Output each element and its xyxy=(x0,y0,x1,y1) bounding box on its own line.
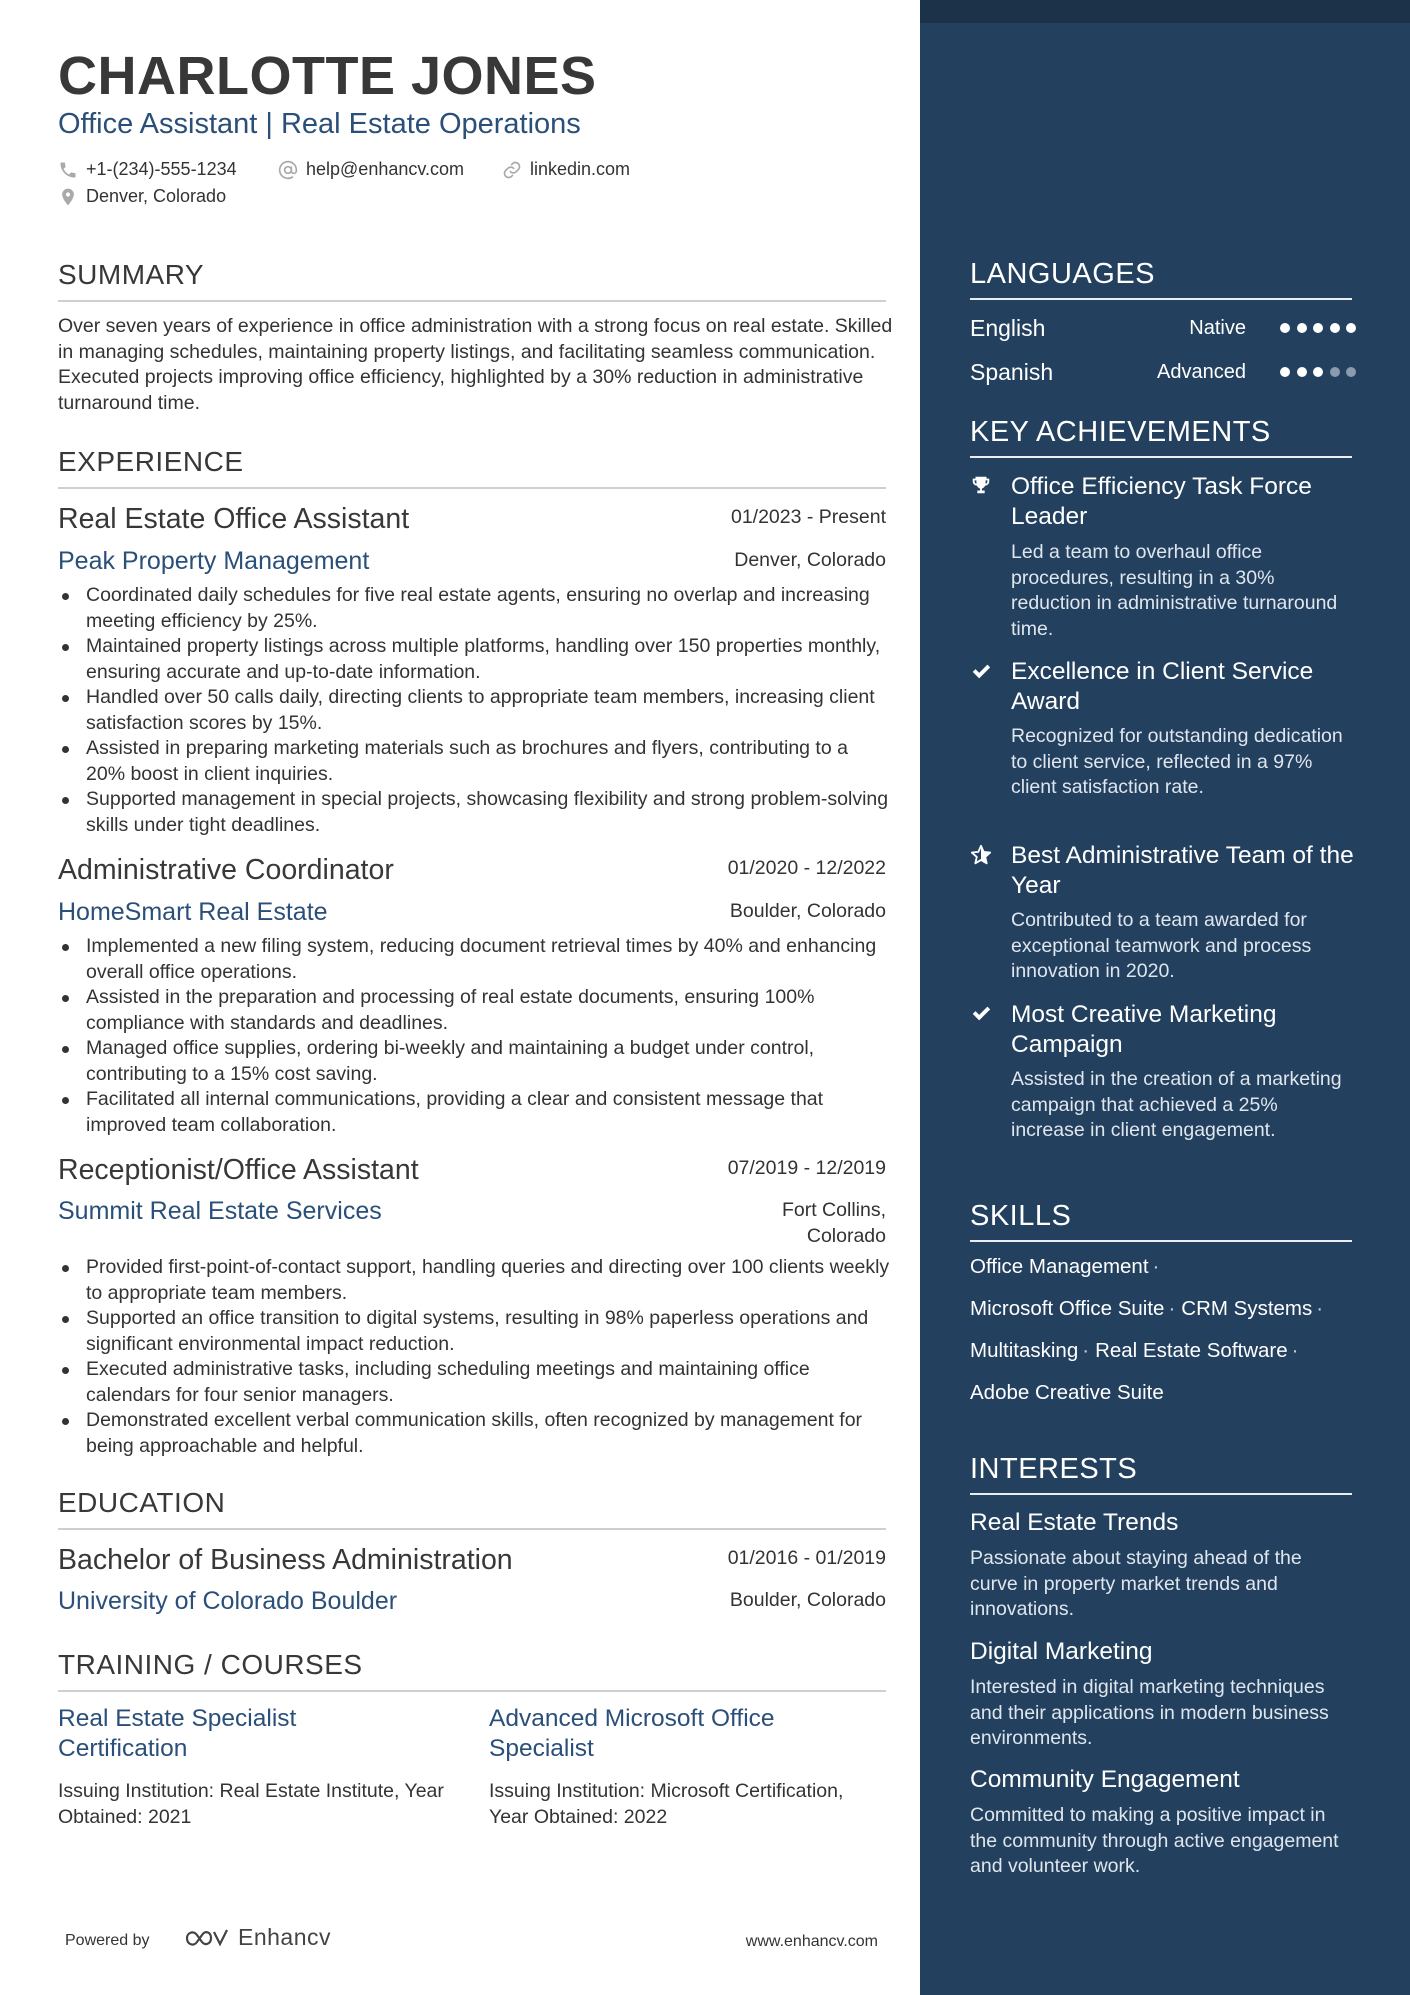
interest-title: Community Engagement xyxy=(970,1766,1240,1793)
job-bullet: Assisted in the preparation and processing of real estate documents, ensuring 100% compliance with standards and deadlines. xyxy=(58,985,892,1036)
achievement-title: Most Creative Marketing Campaign xyxy=(1011,1001,1277,1058)
job-bullet: Handled over 50 calls daily, directing clients to appropriate team members, increasing client satisfaction scores by 15%. xyxy=(58,685,892,736)
training-heading: TRAINING / COURSES xyxy=(58,1648,886,1692)
check-icon xyxy=(970,660,992,682)
education-heading: EDUCATION xyxy=(58,1486,886,1530)
skill-tag: Real Estate Software xyxy=(1095,1339,1288,1362)
trophy-icon xyxy=(970,474,992,496)
education-school: University of Colorado Boulder xyxy=(58,1587,398,1615)
skill-tag: Office Management xyxy=(970,1255,1149,1278)
course-description: Issuing Institution: Real Estate Institute, Year Obtained: 2021 xyxy=(58,1780,444,1828)
interest-title: Real Estate Trends xyxy=(970,1509,1179,1536)
job-bullet: Executed administrative tasks, including scheduling meetings and maintaining office calendars for four senior managers. xyxy=(58,1357,892,1408)
rating-dot-filled xyxy=(1346,323,1356,333)
contact-phone[interactable] xyxy=(58,159,237,180)
job-location: Boulder, Colorado xyxy=(729,900,886,922)
achievement-description: Assisted in the creation of a marketing campaign that achieved a 25% increase in client engagement. xyxy=(1011,1068,1342,1141)
skills-heading: SKILLS xyxy=(970,1199,1352,1242)
email-text: help@enhancv.com xyxy=(306,159,465,179)
rating-dot-filled xyxy=(1280,323,1290,333)
skills-row xyxy=(970,1296,1329,1322)
job-bullet: Maintained property listings across multiple platforms, handling over 150 properties monthly, ensuring accurate and up-to-date information. xyxy=(58,634,892,685)
skill-tag: CRM Systems xyxy=(1181,1297,1313,1320)
job-bullets xyxy=(58,934,892,1138)
candidate-headline: Office Assistant | Real Estate Operations xyxy=(58,108,581,140)
linkedin-text: linkedin.com xyxy=(530,159,631,179)
interests-heading: INTERESTS xyxy=(970,1452,1352,1495)
job-dates: 07/2019 - 12/2019 xyxy=(727,1157,886,1179)
job-bullet: Coordinated daily schedules for five real estate agents, ensuring no overlap and increasing meeting efficiency by 25%. xyxy=(58,583,892,634)
education-degree: Bachelor of Business Administration xyxy=(58,1544,513,1576)
interest-description: Passionate about staying ahead of the curve in property market trends and innovations. xyxy=(970,1547,1302,1620)
rating-dot-empty xyxy=(1346,367,1356,377)
summary-text: Over seven years of experience in office administration with a strong focus on real estate. Skilled in managing schedules, maintaining property listings, and facilitating seamless communication. Executed projects improving office efficiency, highlighted by a 30% reduction in administrative turnaround time. xyxy=(58,315,893,414)
rating-dot-filled xyxy=(1297,323,1307,333)
job-title: Real Estate Office Assistant xyxy=(58,503,410,535)
skill-separator: · xyxy=(1168,1297,1176,1320)
check-icon xyxy=(970,1002,992,1024)
job-dates: 01/2023 - Present xyxy=(730,506,886,528)
skills-row xyxy=(970,1254,1165,1280)
experience-heading: EXPERIENCE xyxy=(58,445,886,489)
location-text: Denver, Colorado xyxy=(86,186,227,206)
course-title: Real Estate Specialist Certification xyxy=(58,1705,297,1762)
interest-description: Committed to making a positive impact in the community through active engagement and volunteer work. xyxy=(970,1804,1339,1877)
job-bullets xyxy=(58,1255,892,1459)
interest-title: Digital Marketing xyxy=(970,1638,1153,1665)
achievement-description: Led a team to overhaul office procedures, resulting in a 30% reduction in administrative turnaround time. xyxy=(1011,541,1338,640)
language-name: English xyxy=(970,315,1046,341)
achievement-description: Contributed to a team awarded for exceptional teamwork and process innovation in 2020. xyxy=(1011,909,1312,982)
job-bullet: Supported management in special projects, showcasing flexibility and strong problem-solving skills under tight deadlines. xyxy=(58,787,892,838)
rating-dot-filled xyxy=(1313,323,1323,333)
rating-dot-filled xyxy=(1280,367,1290,377)
footer-url[interactable]: www.enhancv.com xyxy=(745,1933,878,1950)
job-company: Peak Property Management xyxy=(58,547,370,575)
enhancv-logo[interactable] xyxy=(184,1924,331,1951)
course-title: Advanced Microsoft Office Specialist xyxy=(489,1705,775,1762)
job-bullet: Supported an office transition to digital systems, resulting in 98% paperless operations and significant environmental impact reduction. xyxy=(58,1306,892,1357)
contact-linkedin[interactable] xyxy=(502,159,630,180)
course-description: Issuing Institution: Microsoft Certification, Year Obtained: 2022 xyxy=(489,1780,844,1828)
skill-tag: Multitasking xyxy=(970,1339,1079,1362)
language-level: Native xyxy=(1189,317,1246,339)
rating-dot-empty xyxy=(1330,367,1340,377)
rating-dot-filled xyxy=(1330,323,1340,333)
skill-separator: · xyxy=(1291,1339,1299,1362)
powered-by-label: Powered by xyxy=(65,1932,150,1949)
job-bullet: Assisted in preparing marketing materials such as brochures and flyers, contributing to a 20% boost in client inquiries. xyxy=(58,736,892,787)
rating-dot-filled xyxy=(1297,367,1307,377)
summary-heading: SUMMARY xyxy=(58,258,886,302)
job-bullet: Facilitated all internal communications, providing a clear and consistent message that improved team collaboration. xyxy=(58,1087,892,1138)
achievement-title: Best Administrative Team of the Year xyxy=(1011,842,1354,899)
job-bullet: Provided first-point-of-contact support, handling queries and directing over 100 clients weekly to appropriate team members. xyxy=(58,1255,892,1306)
enhancv-logo-icon xyxy=(184,1926,230,1950)
language-name: Spanish xyxy=(970,359,1054,385)
contact-email[interactable] xyxy=(278,159,464,180)
job-bullet: Demonstrated excellent verbal communication skills, often recognized by management for being approachable and helpful. xyxy=(58,1408,892,1459)
job-title: Receptionist/Office Assistant xyxy=(58,1154,419,1186)
skills-row xyxy=(970,1338,1304,1364)
job-location: Fort Collins, Colorado xyxy=(781,1199,886,1247)
interest-description: Interested in digital marketing techniques and their applications in modern business environments. xyxy=(970,1676,1329,1749)
sidebar-top-bar xyxy=(920,0,1410,23)
job-location: Denver, Colorado xyxy=(734,549,886,571)
achievement-description: Recognized for outstanding dedication to client service, reflected in a 97% client satisfaction rate. xyxy=(1011,725,1343,798)
skill-separator: · xyxy=(1152,1255,1160,1278)
job-company: Summit Real Estate Services xyxy=(58,1197,382,1225)
language-rating xyxy=(1280,323,1363,333)
star-icon xyxy=(970,844,992,866)
languages-heading: LANGUAGES xyxy=(970,257,1352,300)
education-dates: 01/2016 - 01/2019 xyxy=(727,1547,886,1569)
job-bullet: Implemented a new filing system, reducing document retrieval times by 40% and enhancing overall office operations. xyxy=(58,934,892,985)
enhancv-brand: Enhancv xyxy=(238,1924,332,1950)
location-pin-icon xyxy=(58,187,78,207)
contact-location xyxy=(58,186,226,207)
skill-tag: Adobe Creative Suite xyxy=(970,1381,1164,1404)
achievement-title: Excellence in Client Service Award xyxy=(1011,658,1314,715)
achievements-heading: KEY ACHIEVEMENTS xyxy=(970,415,1352,458)
skill-tag: Microsoft Office Suite xyxy=(970,1297,1165,1320)
job-bullet: Managed office supplies, ordering bi-weekly and maintaining a budget under control, contributing to a 15% cost saving. xyxy=(58,1036,892,1087)
skills-row xyxy=(970,1380,1164,1406)
link-icon xyxy=(502,160,522,180)
language-rating xyxy=(1280,367,1363,377)
language-level: Advanced xyxy=(1157,361,1246,383)
skill-separator: · xyxy=(1316,1297,1324,1320)
job-title: Administrative Coordinator xyxy=(58,854,394,886)
job-bullets xyxy=(58,583,892,838)
job-company: HomeSmart Real Estate xyxy=(58,898,328,926)
achievement-title: Office Efficiency Task Force Leader xyxy=(1011,473,1312,530)
phone-icon xyxy=(58,160,78,180)
job-dates: 01/2020 - 12/2022 xyxy=(727,857,886,879)
rating-dot-filled xyxy=(1313,367,1323,377)
phone-text: +1-(234)-555-1234 xyxy=(86,159,237,179)
skill-separator: · xyxy=(1082,1339,1090,1362)
candidate-name: CHARLOTTE JONES xyxy=(58,46,597,106)
sidebar xyxy=(920,0,1410,1995)
education-location: Boulder, Colorado xyxy=(729,1589,886,1611)
at-icon xyxy=(278,160,298,180)
